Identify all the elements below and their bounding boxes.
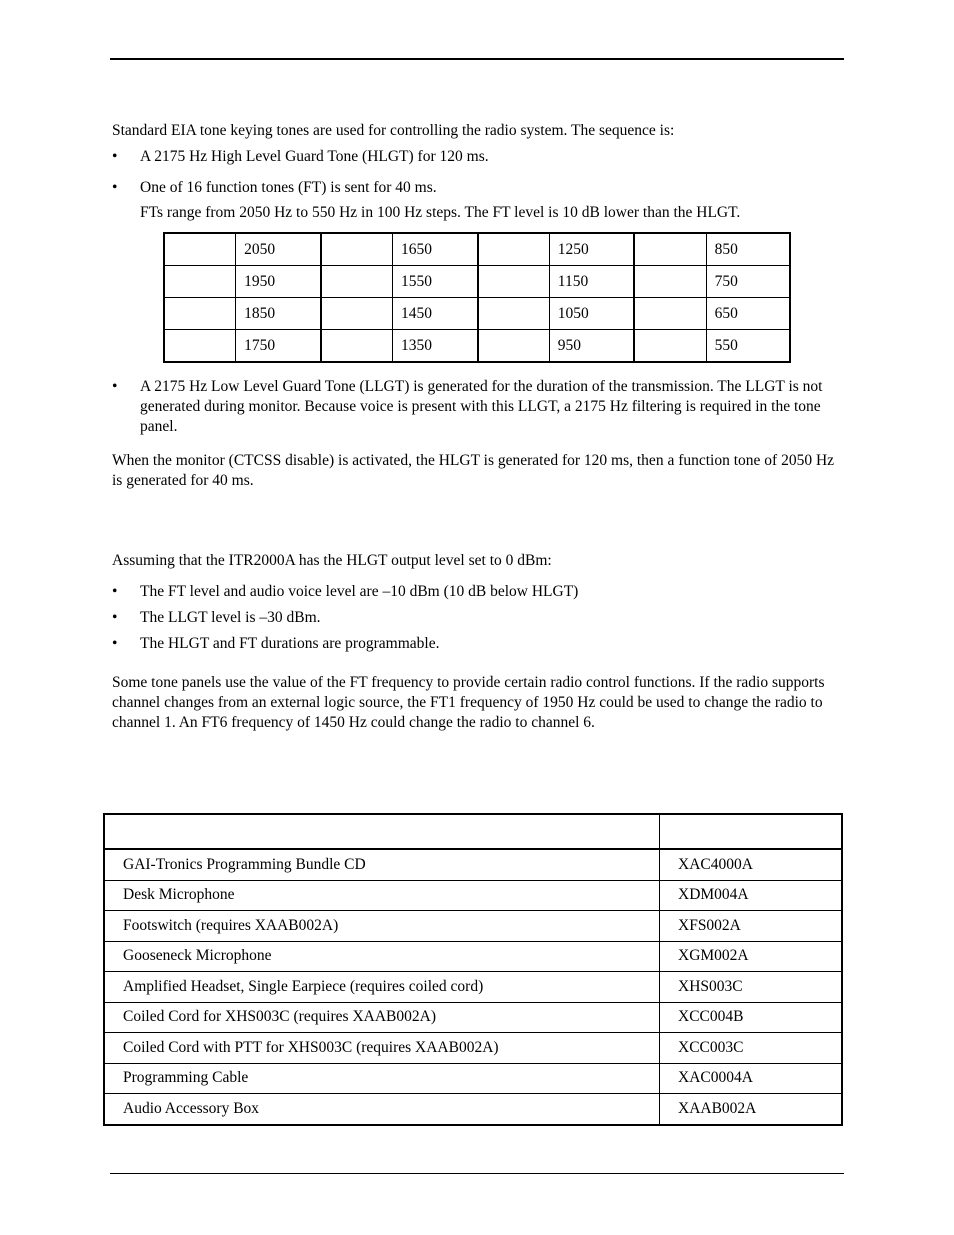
bullet-text: The HLGT and FT durations are programmable. bbox=[140, 635, 440, 652]
accessory-description: GAI-Tronics Programming Bundle CD bbox=[104, 849, 660, 880]
tone-cell: 2050 bbox=[236, 233, 321, 266]
bullet-text: A 2175 Hz Low Level Guard Tone (LLGT) is generated for the duration of the transmission. The LLGT is not generated during monitor. Because voice is present with this LLGT, a 2175 Hz filtering is required in the tone panel. bbox=[140, 378, 823, 435]
table-row bbox=[104, 849, 842, 880]
accessory-description: Programming Cable bbox=[104, 1063, 660, 1094]
bullet-icon: • bbox=[112, 609, 118, 626]
bullet-icon: • bbox=[112, 635, 118, 652]
table-row bbox=[104, 972, 842, 1003]
footer-rule bbox=[110, 1173, 844, 1174]
accessory-description: Coiled Cord with PTT for XHS003C (requires XAAB002A) bbox=[104, 1033, 660, 1064]
tone-cell: 1950 bbox=[236, 266, 321, 298]
accessory-part-number: XCC004B bbox=[660, 1002, 843, 1033]
tone-cell: 650 bbox=[706, 298, 790, 330]
bullet-text: The FT level and audio voice level are –10 dBm (10 dB below HLGT) bbox=[140, 583, 579, 600]
accessory-part-number: XHS003C bbox=[660, 972, 843, 1003]
tone-cell: 1650 bbox=[392, 233, 477, 266]
table-row bbox=[104, 941, 842, 972]
bullet-icon: • bbox=[112, 148, 118, 165]
bullet-icon: • bbox=[112, 378, 118, 395]
bullet-icon: • bbox=[112, 583, 118, 600]
assume-paragraph: Assuming that the ITR2000A has the HLGT output level set to 0 dBm: bbox=[112, 552, 552, 569]
table-header-row bbox=[104, 814, 842, 849]
ft-range-text: FTs range from 2050 Hz to 550 Hz in 100 Hz steps. The FT level is 10 dB lower than the HLGT. bbox=[140, 204, 741, 221]
bullet-text: One of 16 function tones (FT) is sent for 40 ms. bbox=[140, 179, 437, 196]
bullet-text: A 2175 Hz High Level Guard Tone (HLGT) for 120 ms. bbox=[140, 148, 489, 165]
table-row bbox=[164, 330, 790, 363]
accessory-part-number: XDM004A bbox=[660, 880, 843, 911]
accessory-description: Footswitch (requires XAAB002A) bbox=[104, 911, 660, 942]
table-row bbox=[104, 880, 842, 911]
table-row bbox=[104, 1033, 842, 1064]
tone-cell: 1350 bbox=[392, 330, 477, 363]
monitor-paragraph: When the monitor (CTCSS disable) is activated, the HLGT is generated for 120 ms, then a function tone of 2050 Hz is generated for 40 ms. bbox=[112, 452, 835, 489]
accessory-part-number: XAC0004A bbox=[660, 1063, 843, 1094]
tone-panel-paragraph: Some tone panels use the value of the FT frequency to provide certain radio control functions. If the radio supports channel changes from an external logic source, the FT1 frequency of 1950 Hz could be used to change the radio to channel 1. An FT6 frequency of 1450 Hz could change the radio to channel 6. bbox=[112, 674, 825, 731]
tone-cell: 950 bbox=[549, 330, 634, 363]
accessory-description: Amplified Headset, Single Earpiece (requires coiled cord) bbox=[104, 972, 660, 1003]
table-row bbox=[104, 1094, 842, 1125]
tone-cell: 550 bbox=[706, 330, 790, 363]
tone-cell: 1050 bbox=[549, 298, 634, 330]
accessory-part-number: XGM002A bbox=[660, 941, 843, 972]
accessory-part-number: XAC4000A bbox=[660, 849, 843, 880]
accessory-part-number: XAAB002A bbox=[660, 1094, 843, 1125]
intro-paragraph: Standard EIA tone keying tones are used for controlling the radio system. The sequence is: bbox=[112, 122, 675, 139]
accessory-description: Gooseneck Microphone bbox=[104, 941, 660, 972]
table-row bbox=[164, 233, 790, 266]
table-row bbox=[104, 1002, 842, 1033]
accessory-description: Audio Accessory Box bbox=[104, 1094, 660, 1125]
table-row bbox=[164, 298, 790, 330]
accessory-part-number: XFS002A bbox=[660, 911, 843, 942]
bullet-icon: • bbox=[112, 179, 118, 196]
tone-cell: 850 bbox=[706, 233, 790, 266]
accessory-description: Desk Microphone bbox=[104, 880, 660, 911]
accessory-description: Coiled Cord for XHS003C (requires XAAB002A) bbox=[104, 1002, 660, 1033]
tone-cell: 1850 bbox=[236, 298, 321, 330]
tone-cell: 1750 bbox=[236, 330, 321, 363]
accessory-part-number: XCC003C bbox=[660, 1033, 843, 1064]
tone-cell: 1550 bbox=[392, 266, 477, 298]
bullet-text: The LLGT level is –30 dBm. bbox=[140, 609, 321, 626]
table-row bbox=[104, 1063, 842, 1094]
table-row bbox=[104, 911, 842, 942]
tone-cell: 1250 bbox=[549, 233, 634, 266]
tone-cell: 1150 bbox=[549, 266, 634, 298]
header-rule bbox=[110, 58, 844, 60]
tone-cell: 1450 bbox=[392, 298, 477, 330]
function-tone-table bbox=[163, 232, 791, 363]
accessories-table bbox=[103, 813, 843, 1126]
tone-cell: 750 bbox=[706, 266, 790, 298]
table-row bbox=[164, 266, 790, 298]
